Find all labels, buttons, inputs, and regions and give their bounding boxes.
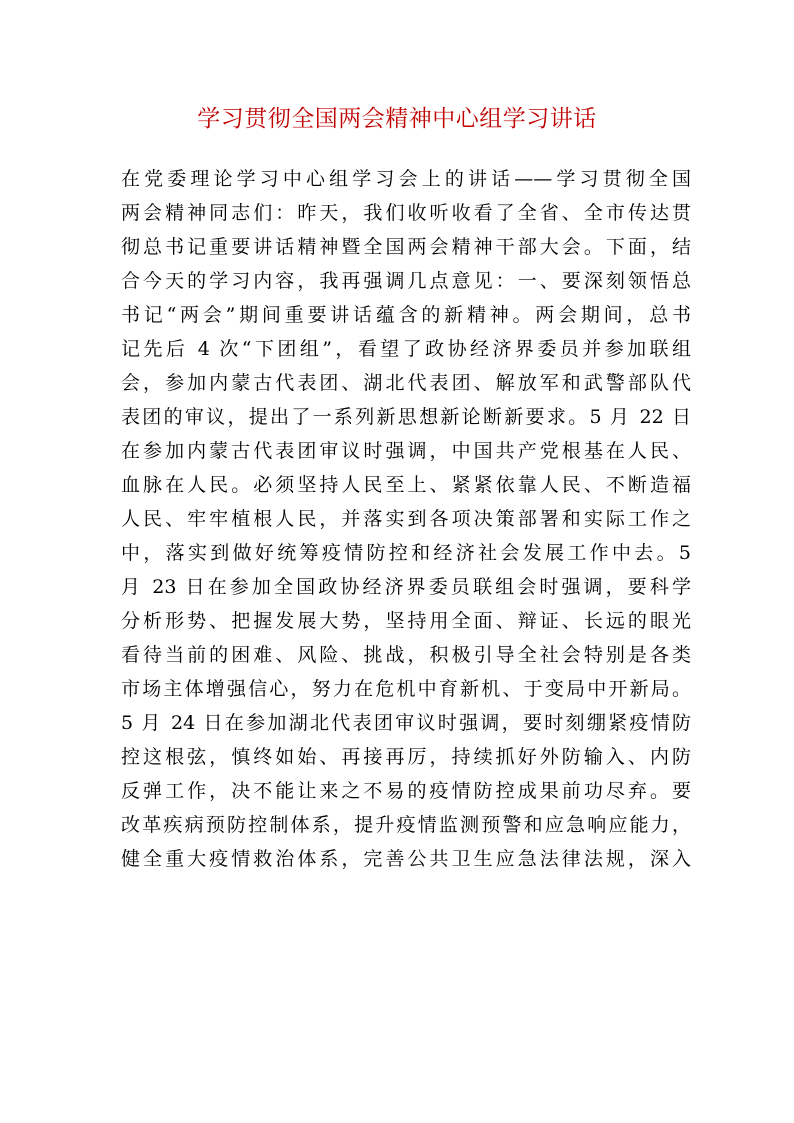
body-line: 会，参加内蒙古代表团、湖北代表团、解放军和武警部队代 <box>121 372 691 394</box>
body-line: 合今天的学习内容，我再强调几点意见：一、要深刻领悟总 <box>121 270 691 292</box>
body-line: 反弹工作，决不能让来之不易的疫情防控成果前功尽弃。要 <box>121 780 691 802</box>
body-line: 彻总书记重要讲话精神暨全国两会精神干部大会。下面，结 <box>121 236 691 258</box>
body-line: 分析形势、把握发展大势，坚持用全面、辩证、长远的眼光 <box>121 610 691 632</box>
body-line: 5 月 24 日在参加湖北代表团审议时强调，要时刻绷紧疫情防 <box>121 712 691 734</box>
body-line: 看待当前的困难、风险、挑战，积极引导全社会特别是各类 <box>121 644 691 666</box>
body-line: 记先后 4 次“下团组”，看望了政协经济界委员并参加联组 <box>121 338 691 360</box>
body-line: 书记“两会”期间重要讲话蕴含的新精神。两会期间，总书 <box>121 304 691 326</box>
body-line: 人民、牢牢植根人民，并落实到各项决策部署和实际工作之 <box>121 508 691 530</box>
body-line: 表团的审议，提出了一系列新思想新论断新要求。5 月 22 日 <box>121 406 691 428</box>
document-body <box>121 162 691 876</box>
body-line: 改革疾病预防控制体系，提升疫情监测预警和应急响应能力， <box>121 814 691 836</box>
body-line: 在参加内蒙古代表团审议时强调，中国共产党根基在人民、 <box>121 440 691 462</box>
body-line: 血脉在人民。必须坚持人民至上、紧紧依靠人民、不断造福 <box>121 474 691 496</box>
body-line: 健全重大疫情救治体系，完善公共卫生应急法律法规，深入 <box>121 848 691 870</box>
body-line: 市场主体增强信心，努力在危机中育新机、于变局中开新局。 <box>121 678 691 700</box>
body-line: 月 23 日在参加全国政协经济界委员联组会时强调，要科学 <box>121 576 691 598</box>
body-line: 在党委理论学习中心组学习会上的讲话——学习贯彻全国 <box>121 168 691 190</box>
body-line: 控这根弦，慎终如始、再接再厉，持续抓好外防输入、内防 <box>121 746 691 768</box>
body-line: 中，落实到做好统筹疫情防控和经济社会发展工作中去。5 <box>121 542 691 564</box>
body-line: 两会精神同志们：昨天，我们收听收看了全省、全市传达贯 <box>121 202 691 224</box>
document-title: 学习贯彻全国两会精神中心组学习讲话 <box>197 106 597 132</box>
